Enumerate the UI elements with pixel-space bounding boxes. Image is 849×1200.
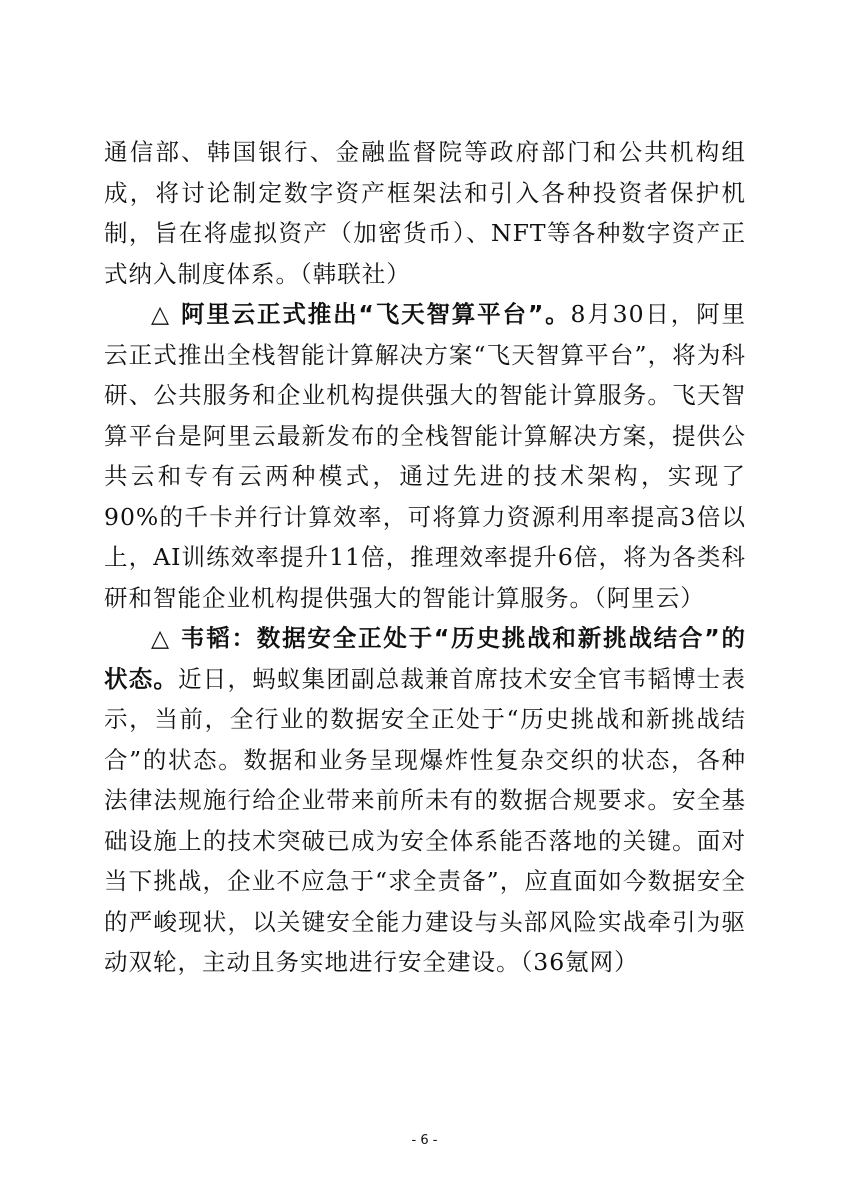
paragraph-3-body: 近日，蚂蚁集团副总裁兼首席技术安全官韦韬博士表示，当前，全行业的数据安全正处于“历史挑战和新挑战结合”的状态。数据和业务呈现爆炸性复杂交织的状态，各种法律法规施行给企业带来前所未有的数据合规要求。安全基础设施上的技术突破已成为安全体系能否落地的关键。面对当下挑战，企业不应急于“求全责备”，应直面如今数据安全的严峻现状，以关键安全能力建设与头部风险实战牵引为驱动双轮，主动且务实地进行安全建设。（36氪网）: [104, 664, 747, 976]
paragraph-1-body: 通信部、韩国银行、金融监督院等政府部门和公共机构组成，将讨论制定数字资产框架法和引入各种投资者保护机制，旨在将虚拟资产（加密货币）、NFT等各种数字资产正式纳入制度体系。（韩联社）: [104, 138, 746, 288]
page-number: - 6 -: [411, 1133, 438, 1148]
paragraph-2-headline: △ 阿里云正式推出“飞天智算平台”。: [151, 300, 571, 328]
paragraph-2-body: 8月30日，阿里云正式推出全栈智能计算解决方案“飞天智算平台”，将为科研、公共服务和企业机构提供强大的智能计算服务。飞天智算平台是阿里云最新发布的全栈智能计算解决方案，提供公共云和专有云两种模式，通过先进的技术架构，实现了90%的千卡并行计算效率，可将算力资源利用率提高3倍以上，AI训练效率提升11倍，推理效率提升6倍，将为各类科研和智能企业机构提供强大的智能计算服务。（阿里云）: [104, 300, 746, 612]
paragraph-2: [104, 294, 746, 618]
paragraph-3-headline: △ 韦韬：数据安全正处于“历史挑战和新挑战结合”的状态。: [104, 624, 746, 693]
paragraph-1: [104, 132, 746, 294]
paragraph-3: [104, 618, 746, 983]
document-page: [104, 132, 746, 983]
